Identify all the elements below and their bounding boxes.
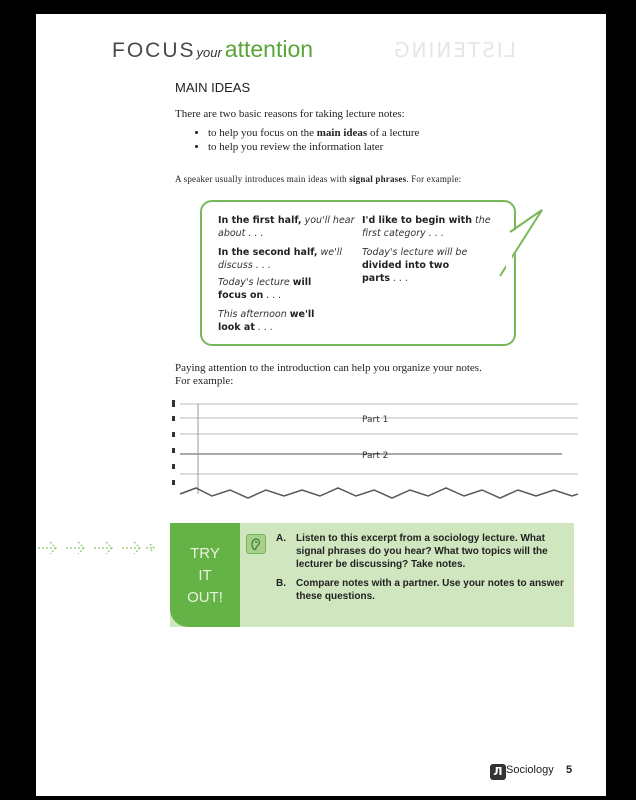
footer-subject: Sociology	[506, 764, 554, 776]
phrase-focus-on: Today's lecture will focus on . . .	[218, 277, 312, 301]
section-heading: MAIN IDEAS	[175, 80, 251, 95]
task-a-letter: A.	[276, 533, 286, 544]
ghost-section-tab: LISTENING	[392, 38, 516, 62]
part-2-label: Part 2	[362, 451, 389, 461]
dotted-arrows	[36, 538, 166, 561]
try-label-line: TRY	[190, 545, 220, 562]
phrase-second-half: In the second half, we'll discuss . . .	[218, 247, 342, 271]
try-label-line: OUT!	[187, 589, 223, 606]
task-b-text: Compare notes with a partner. Use your notes to answer these questions.	[296, 578, 564, 602]
title-focus: FOCUS	[112, 39, 196, 62]
textbook-page	[36, 14, 606, 796]
organize-line-1: Paying attention to the introduction can help you organize your notes.	[175, 362, 482, 374]
part-1-label: Part 1	[362, 415, 389, 425]
list-item: • to help you review the information later	[208, 140, 419, 154]
organize-line-2: For example:	[175, 375, 234, 387]
organize-text	[175, 362, 482, 388]
reasons-list	[196, 126, 419, 154]
page-title	[112, 36, 313, 63]
signal-phrases-text: A speaker usually introduces main ideas with signal phrases. For example:	[175, 174, 462, 184]
spiral-ticks	[172, 400, 175, 485]
phrase-divided: Today's lecture will be divided into two parts . . .	[362, 247, 468, 284]
list-item: • to help you focus on the main ideas of a lecture	[208, 126, 419, 140]
phrase-first-half: In the first half, you'll hear about . . .	[218, 215, 355, 239]
ear-listen-icon	[246, 534, 266, 554]
intro-text: There are two basic reasons for taking lecture notes:	[175, 108, 405, 120]
phrase-look-at: This afternoon we'll look at . . .	[218, 309, 315, 333]
notebook-illustration	[166, 386, 578, 504]
phrase-begin-with: I'd like to begin with the first category . . .	[362, 215, 491, 239]
title-your: your	[196, 45, 222, 60]
dotted-arrows-icon	[36, 538, 166, 558]
title-attention: attention	[224, 36, 314, 62]
try-it-out-label	[170, 523, 240, 627]
task-b-letter: B.	[276, 578, 286, 589]
task-a-text: Listen to this excerpt from a sociology lecture. What signal phrases do you hear? What two topics will the lecturer be discussing? Take notes.	[296, 533, 548, 570]
watermark-logo: Л	[490, 764, 506, 780]
try-label-line: IT	[198, 567, 212, 584]
page-number: 5	[566, 764, 573, 776]
